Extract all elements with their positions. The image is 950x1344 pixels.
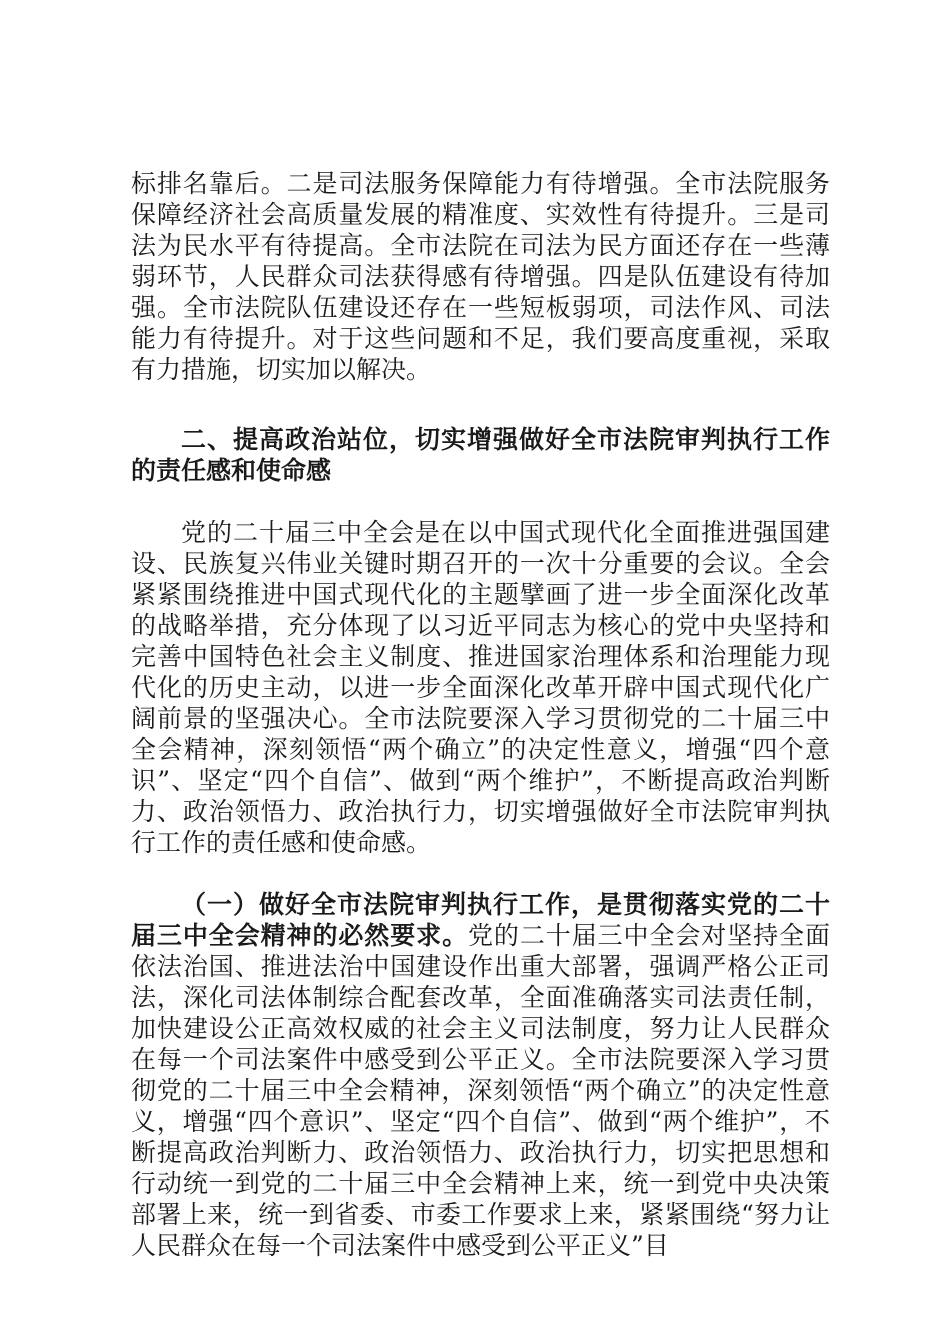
subsection-1-lead: （一）做好全市法院审判执行工作，是贯彻落实党的二十届三中全会精神的必然要求。 — [131, 890, 830, 950]
paragraph-problems-continued: 标排名靠后。二是司法服务保障能力有待增强。全市法院服务保障经济社会高质量发展的精准度、实效性有待提升。三是司法为民水平有待提高。全市法院在司法为民方面还存在一些薄弱环节，人民群众司法获得感有待增强。四是队伍建设有待加强。全市法院队伍建设还存在一些短板弱项，司法作风、司法能力有待提升。对于这些问题和不足，我们要高度重视，采取有力措施，切实加以解决。 — [131, 169, 830, 384]
subsection-1-body: 党的二十届三中全会对坚持全面依法治国、推进法治中国建设作出重大部署，强调严格公正司法，深化司法体制综合配套改革，全面准确落实司法责任制，加快建设公正高效权威的社会主义司法制度，努力让人民群众在每一个司法案件中感受到公平正义。全市法院要深入学习贯彻党的二十届三中全会精神，深刻领悟“两个确立”的决定性意义，增强“四个意识”、坚定“四个自信”、做到“两个维护”，不断提高政治判断力、政治领悟力、政治执行力，切实把思想和行动统一到党的二十届三中全会精神上来，统一到党中央决策部署上来，统一到省委、市委工作要求上来，紧紧围绕“努力让人民群众在每一个司法案件中感受到公平正义”目 — [131, 921, 830, 1260]
paragraph-plenum-significance: 党的二十届三中全会是在以中国式现代化全面推进强国建设、民族复兴伟业关键时期召开的一次十分重要的会议。全会紧紧围绕推进中国式现代化的主题擘画了进一步全面深化改革的战略举措，充分体现了以习近平同志为核心的党中央坚持和完善中国特色社会主义制度、推进国家治理体系和治理能力现代化的历史主动，以进一步全面深化改革开辟中国式现代化广阔前景的坚强决心。全市法院要深入学习贯彻党的二十届三中全会精神，深刻领悟“两个确立”的决定性意义，增强“四个意识”、坚定“四个自信”、做到“两个维护”，不断提高政治判断力、政治领悟力、政治执行力，切实增强做好全市法院审判执行工作的责任感和使命感。 — [131, 518, 830, 857]
paragraph-subsection-1 — [131, 889, 830, 1261]
document-body — [131, 168, 830, 1261]
section-heading-2: 二、提高政治站位，切实增强做好全市法院审判执行工作的责任感和使命感 — [131, 425, 830, 485]
